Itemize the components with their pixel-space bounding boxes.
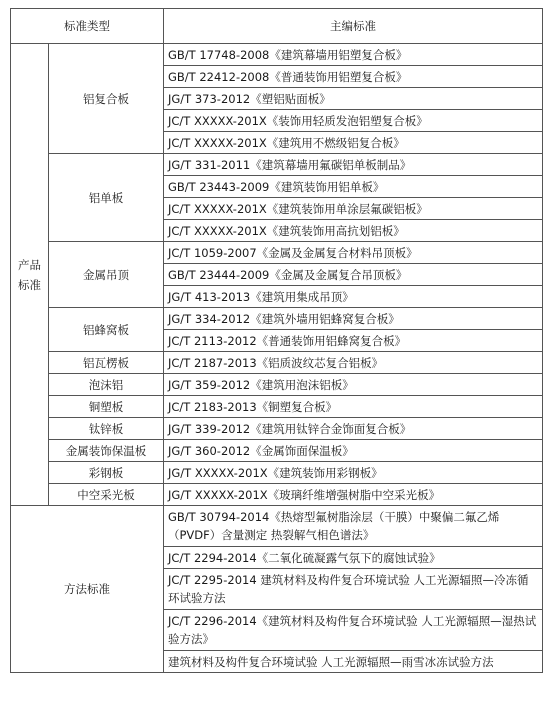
section-label-product: 产品标准 [11, 44, 49, 506]
category-label: 铝瓦楞板 [49, 352, 164, 374]
table-row [11, 374, 543, 396]
category-label: 铜塑板 [49, 396, 164, 418]
table-row [11, 242, 543, 264]
section-label-method: 方法标准 [11, 506, 164, 673]
standard-cell: GB/T 17748-2008《建筑幕墙用铝塑复合板》 [164, 44, 543, 66]
table-row [11, 484, 543, 506]
standard-cell: JG/T 360-2012《金属饰面保温板》 [164, 440, 543, 462]
standard-cell: JC/T 2113-2012《普通装饰用铝蜂窝复合板》 [164, 330, 543, 352]
standard-cell: GB/T 23444-2009《金属及金属复合吊顶板》 [164, 264, 543, 286]
category-label: 彩钢板 [49, 462, 164, 484]
table-row [11, 308, 543, 330]
header-standard-type: 标准类型 [11, 9, 164, 44]
table-row [11, 396, 543, 418]
standard-cell: 建筑材料及构件复合环境试验 人工光源辐照—雨雪冰冻试验方法 [164, 651, 543, 673]
standards-table [10, 8, 543, 673]
table-row [11, 352, 543, 374]
standard-cell: JC/T XXXXX-201X《建筑用不燃级铝复合板》 [164, 132, 543, 154]
standard-cell: JC/T 2187-2013《铝质波纹芯复合铝板》 [164, 352, 543, 374]
standard-cell: JC/T XXXXX-201X《建筑装饰用高抗划铝板》 [164, 220, 543, 242]
table-row [11, 154, 543, 176]
standard-cell: GB/T 22412-2008《普通装饰用铝塑复合板》 [164, 66, 543, 88]
standard-cell: JC/T 2183-2013《铜塑复合板》 [164, 396, 543, 418]
standard-cell: JG/T 413-2013《建筑用集成吊顶》 [164, 286, 543, 308]
standard-cell: JG/T XXXXX-201X《建筑装饰用彩钢板》 [164, 462, 543, 484]
standard-cell: JG/T 331-2011《建筑幕墙用氟碳铝单板制品》 [164, 154, 543, 176]
standard-cell: JG/T 373-2012《塑铝贴面板》 [164, 88, 543, 110]
category-label: 铝蜂窝板 [49, 308, 164, 352]
standard-cell: JC/T 2294-2014《二氧化硫凝露气氛下的腐蚀试验》 [164, 547, 543, 569]
standard-cell: GB/T 30794-2014《热熔型氟树脂涂层（干膜）中聚偏二氟乙烯（PVDF）含量测定 热裂解气相色谱法》 [164, 506, 543, 547]
category-label: 金属吊顶 [49, 242, 164, 308]
header-main-standard: 主编标准 [164, 9, 543, 44]
standard-cell: GB/T 23443-2009《建筑装饰用铝单板》 [164, 176, 543, 198]
standard-cell: JG/T 334-2012《建筑外墙用铝蜂窝复合板》 [164, 308, 543, 330]
table-row [11, 462, 543, 484]
table-header-row [11, 9, 543, 44]
table-row [11, 44, 543, 66]
table-row [11, 506, 543, 547]
standard-cell: JG/T 339-2012《建筑用钛锌合金饰面复合板》 [164, 418, 543, 440]
standard-cell: JC/T 2296-2014《建筑材料及构件复合环境试验 人工光源辐照—湿热试验方法》 [164, 610, 543, 651]
category-label: 钛锌板 [49, 418, 164, 440]
category-label: 铝复合板 [49, 44, 164, 154]
category-label: 泡沫铝 [49, 374, 164, 396]
standard-cell: JG/T 359-2012《建筑用泡沫铝板》 [164, 374, 543, 396]
standard-cell: JG/T XXXXX-201X《玻璃纤维增强树脂中空采光板》 [164, 484, 543, 506]
table-row [11, 418, 543, 440]
category-label: 中空采光板 [49, 484, 164, 506]
category-label: 金属装饰保温板 [49, 440, 164, 462]
category-label: 铝单板 [49, 154, 164, 242]
standard-cell: JC/T XXXXX-201X《建筑装饰用单涂层氟碳铝板》 [164, 198, 543, 220]
standard-cell: JC/T 1059-2007《金属及金属复合材料吊顶板》 [164, 242, 543, 264]
standard-cell: JC/T 2295-2014 建筑材料及构件复合环境试验 人工光源辐照—冷冻循环试验方法 [164, 569, 543, 610]
standard-cell: JC/T XXXXX-201X《装饰用轻质发泡铝塑复合板》 [164, 110, 543, 132]
table-row [11, 440, 543, 462]
